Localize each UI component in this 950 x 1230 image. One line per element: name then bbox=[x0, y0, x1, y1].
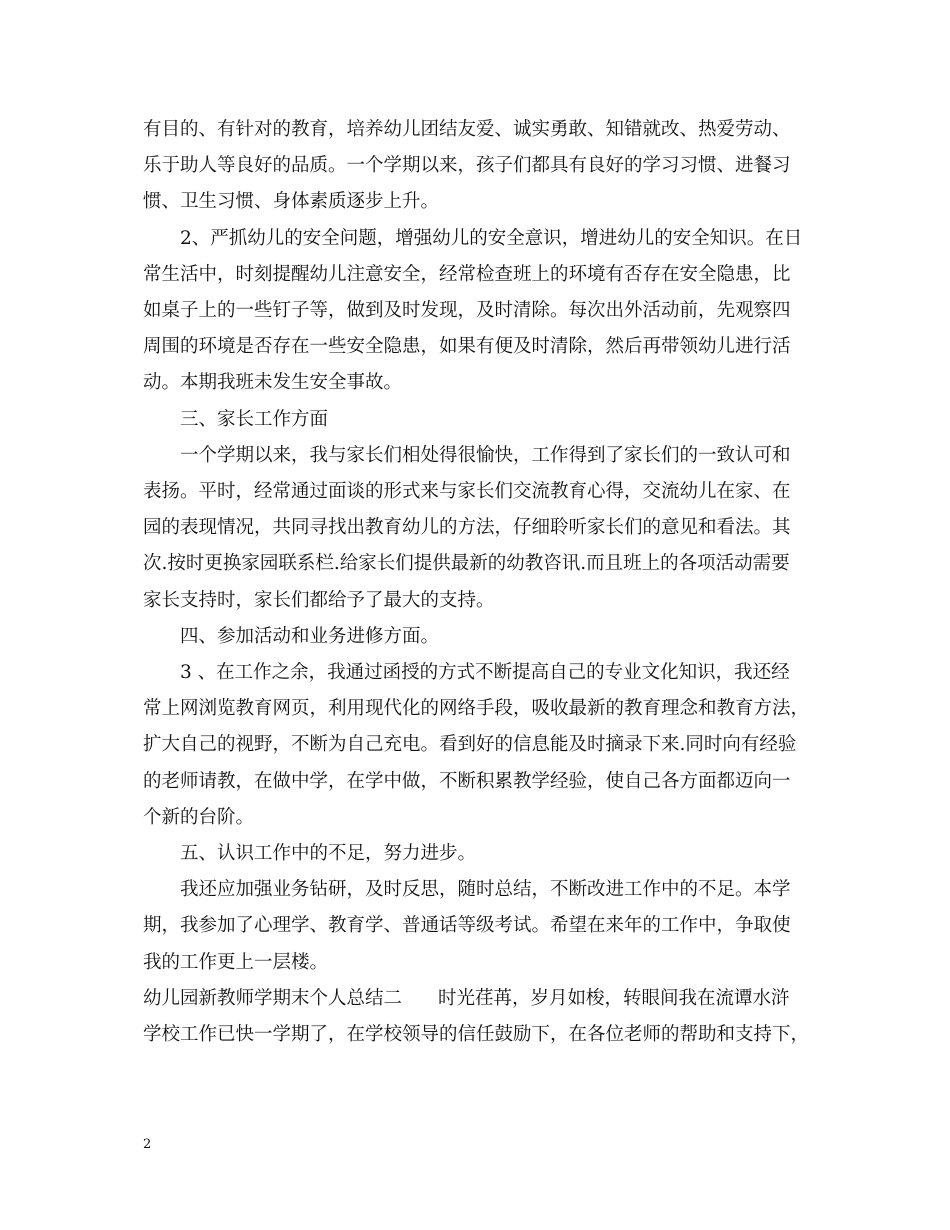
text-line: 个新的台阶。 bbox=[143, 806, 255, 828]
document-title: 幼儿园新教师学期末个人总结二 bbox=[143, 987, 403, 1009]
text-line: 我的工作更上一层楼。 bbox=[143, 951, 329, 973]
text-line: 惯、卫生习惯、身体素质逐步上升。 bbox=[143, 191, 440, 213]
text-line: 一个学期以来，我与家长们相处得很愉快，工作得到了家长们的一致认可和 bbox=[180, 444, 791, 466]
text-line: 乐于助人等良好的品质。一个学期以来，孩子们都具有良好的学习习惯、进餐习 bbox=[143, 155, 791, 177]
text-line: 次.按时更换家园联系栏.给家长们提供最新的幼教咨讯.而且班上的各项活动需要 bbox=[143, 553, 790, 575]
page-number: 2 bbox=[143, 1137, 152, 1152]
document-body bbox=[143, 112, 811, 1053]
text-line: 园的表现情况，共同寻找出教育幼儿的方法，仔细聆听家长们的意见和看法。其 bbox=[143, 517, 791, 539]
text-line: 的老师请教，在做中学，在学中做，不断积累教学经验，使自己各方面都迈向一 bbox=[143, 770, 791, 792]
document-heading-line bbox=[143, 981, 811, 1017]
text-line: 常上网浏览教育网页，利用现代化的网络手段，吸收最新的教育理念和教育方法， bbox=[143, 698, 810, 720]
heading-line-text: 时光荏苒，岁月如梭，转眼间我在流谭水浒 bbox=[438, 987, 790, 1009]
text-line: 2、严抓幼儿的安全问题，增强幼儿的安全意识，增进幼儿的安全知识。在日 bbox=[180, 227, 803, 249]
text-line: 期，我参加了心理学、教育学、普通话等级考试。希望在来年的工作中，争取使 bbox=[143, 915, 791, 937]
text-line: 表扬。平时，经常通过面谈的形式来与家长们交流教育心得，交流幼儿在家、在 bbox=[143, 481, 791, 503]
text-line: 如桌子上的一些钉子等，做到及时发现，及时清除。每次出外活动前，先观察四 bbox=[143, 300, 791, 322]
section-heading: 四、参加活动和业务进修方面。 bbox=[180, 625, 440, 647]
text-line: 3 、在工作之余，我通过函授的方式不断提高自己的专业文化知识，我还经 bbox=[180, 662, 790, 684]
text-line: 有目的、有针对的教育，培养幼儿团结友爱、诚实勇敢、知错就改、热爱劳动、 bbox=[143, 119, 791, 140]
text-line: 周围的环境是否存在一些安全隐患，如果有便及时清除，然后再带领幼儿进行活 bbox=[143, 336, 791, 358]
text-line: 家长支持时，家长们都给予了最大的支持。 bbox=[143, 589, 495, 611]
text-line: 扩大自己的视野，不断为自己充电。看到好的信息能及时摘录下来.同时向有经验 bbox=[143, 734, 797, 756]
text-line: 常生活中，时刻提醒幼儿注意安全，经常检查班上的环境有否存在安全隐患，比 bbox=[143, 263, 791, 285]
text-line: 学校工作已快一学期了，在学校领导的信任鼓励下，在各位老师的帮助和支持下， bbox=[143, 1024, 810, 1046]
text-line: 我还应加强业务钻研，及时反思，随时总结，不断改进工作中的不足。本学 bbox=[180, 879, 791, 901]
section-heading: 五、认识工作中的不足，努力进步。 bbox=[180, 843, 477, 865]
text-line: 动。本期我班未发生安全事故。 bbox=[143, 372, 403, 394]
section-heading: 三、家长工作方面 bbox=[180, 408, 329, 430]
